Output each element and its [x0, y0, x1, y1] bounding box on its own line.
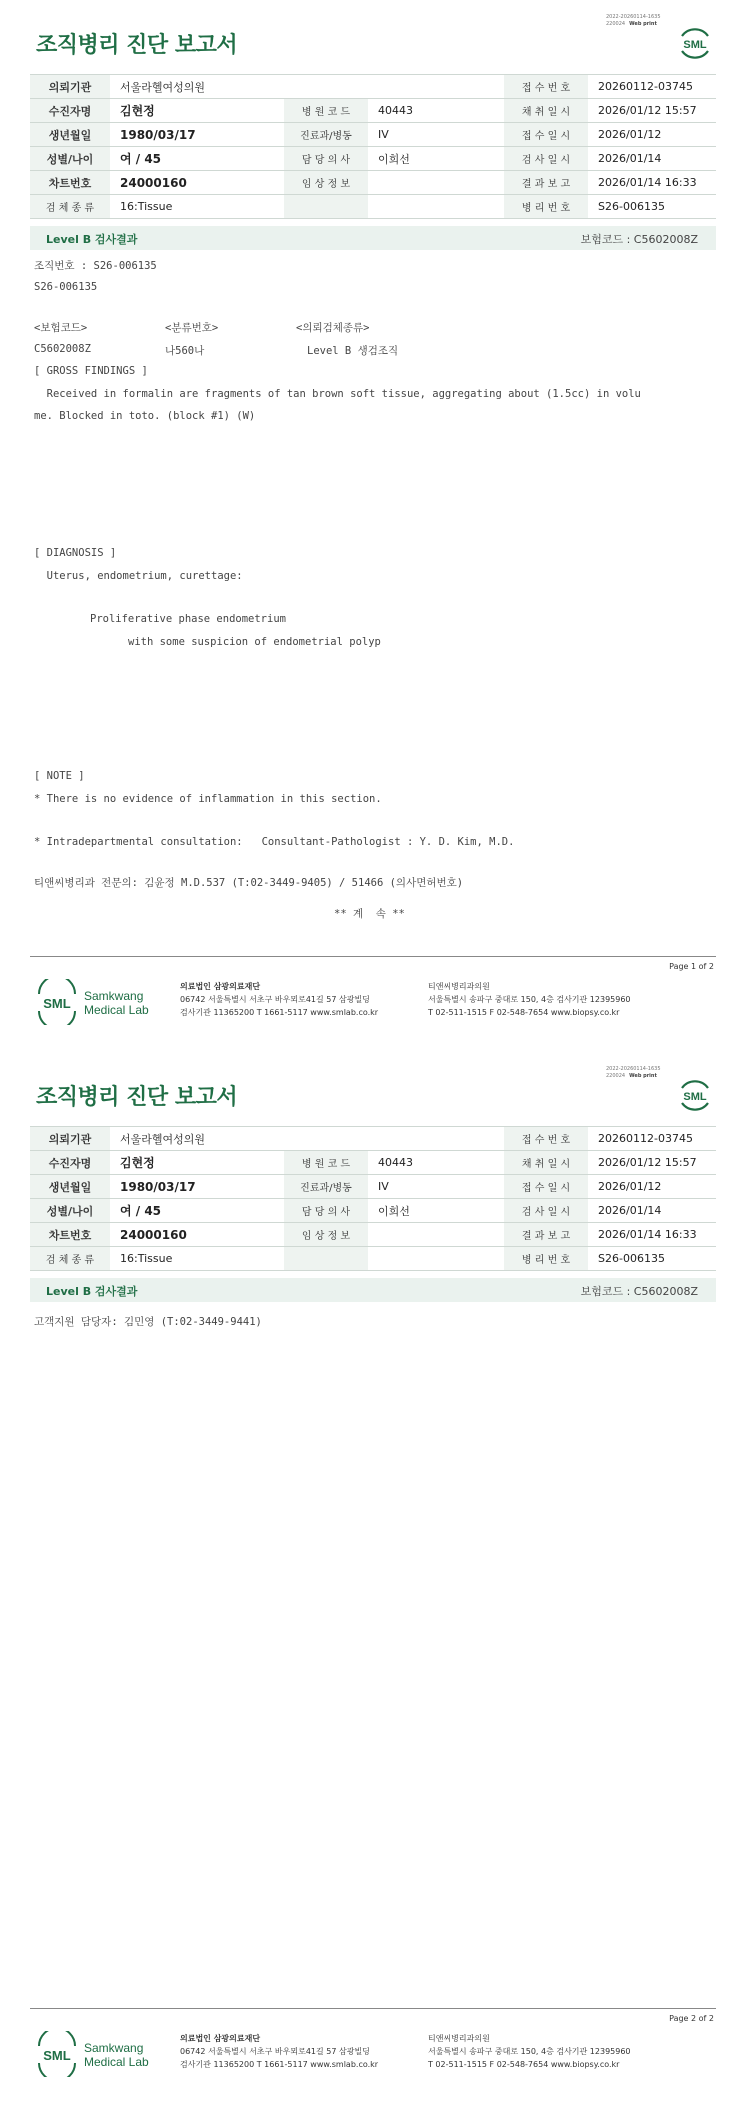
brand-line2: Medical Lab: [84, 2055, 149, 2069]
info-row: [30, 1199, 716, 1223]
info-row: [30, 195, 716, 219]
info-row: [30, 1223, 716, 1247]
brand-line1: Samkwang: [84, 989, 144, 1003]
label-specimen-type: 검 체 종 류: [30, 1247, 110, 1271]
print-meta-line2: 220024: [606, 21, 626, 27]
result-section-title: Level B 검사결과: [46, 233, 138, 246]
diagnosis-line: Uterus, endometrium, curettage:: [34, 570, 243, 582]
value-specimen-type: 16:Tissue: [110, 1247, 284, 1271]
diagnosis-line: Proliferative phase endometrium: [90, 613, 286, 625]
value-pathology-no: S26-006135: [588, 1247, 716, 1271]
report-title: 조직병리 진단 보고서: [36, 33, 238, 58]
value-hospital-code: 40443: [368, 99, 504, 123]
specimen-kind-header: <의뢰검체종류>: [296, 322, 370, 334]
value-accession-no: 20260112-03745: [588, 75, 716, 99]
label-accession-no: 접 수 번 호: [504, 75, 588, 99]
info-row: [30, 147, 716, 171]
print-meta: [606, 1066, 661, 1080]
patient-info-table: [30, 1126, 716, 1271]
pathologist-contact: 티앤씨병리과 전문의: 김윤정 M.D.537 (T:02-3449-9405) / 51466 (의사면허번호): [34, 877, 464, 889]
result-section-title: Level B 검사결과: [46, 1285, 138, 1298]
label-patient-name: 수진자명: [30, 99, 110, 123]
footer-col1-address: 06742 서울특별시 서초구 바우뫼로41길 57 삼광빌딩: [180, 2047, 370, 2056]
customer-support-contact: 고객지원 담당자: 김민영 (T:02-3449-9441): [34, 1316, 262, 1328]
footer-col2-address: 서울특별시 송파구 중대로 150, 4층 검사기관 12395960: [428, 995, 631, 1004]
print-meta: [606, 14, 661, 28]
footer-samkwang-info: [180, 980, 378, 1019]
label-pathology-no: 병 리 번 호: [504, 195, 588, 219]
footer-col2-heading: 티앤씨병리과의원: [428, 982, 490, 991]
value-collection-date: 2026/01/12 15:57: [588, 1151, 716, 1175]
label-birth-date: 생년월일: [30, 123, 110, 147]
footer-col2-contact: T 02-511-1515 F 02-548-7654 www.biopsy.co.kr: [428, 2060, 620, 2069]
label-clinical-info: 임 상 정 보: [284, 1223, 368, 1247]
footer-col2-contact: T 02-511-1515 F 02-548-7654 www.biopsy.co.kr: [428, 1008, 620, 1017]
label-birth-date: 생년월일: [30, 1175, 110, 1199]
value-referring-clinic: 서울라헬여성의원: [110, 75, 504, 99]
label-patient-name: 수진자명: [30, 1151, 110, 1175]
label-report-date: 결 과 보 고: [504, 1223, 588, 1247]
value-chart-no: 24000160: [110, 1223, 284, 1247]
value-birth-date: 1980/03/17: [110, 1175, 284, 1199]
value-received-date: 2026/01/12: [588, 1175, 716, 1199]
continued-marker: ** 계 속 **: [334, 908, 405, 920]
samkwang-logo-icon: [34, 979, 164, 1025]
value-sex-age: 여 / 45: [110, 147, 284, 171]
classification-value: 나560나: [165, 345, 205, 357]
footer-tnc-info: [428, 980, 631, 1019]
label-referring-clinic: 의뢰기관: [30, 1127, 110, 1151]
footer-col1-heading: 의료법인 삼광의료재단: [180, 982, 261, 991]
value-pathology-no: S26-006135: [588, 195, 716, 219]
label-empty: [284, 1247, 368, 1271]
value-collection-date: 2026/01/12 15:57: [588, 99, 716, 123]
web-print-label: Web print: [629, 21, 657, 27]
value-empty: [368, 1247, 504, 1271]
value-hospital-code: 40443: [368, 1151, 504, 1175]
label-accession-no: 접 수 번 호: [504, 1127, 588, 1151]
label-collection-date: 채 취 일 시: [504, 99, 588, 123]
info-row: [30, 99, 716, 123]
value-test-date: 2026/01/14: [588, 147, 716, 171]
value-patient-name: 김현정: [110, 99, 284, 123]
label-empty: [284, 195, 368, 219]
label-department: 진료과/병동: [284, 1175, 368, 1199]
samkwang-logo-mark: SML: [43, 2048, 71, 2063]
label-sex-age: 성별/나이: [30, 1199, 110, 1223]
footer-col2-address: 서울특별시 송파구 중대로 150, 4층 검사기관 12395960: [428, 2047, 631, 2056]
specimen-kind-value: Level B 생검조직: [307, 345, 399, 357]
gross-findings-line: me. Blocked in toto. (block #1) (W): [34, 410, 256, 422]
patient-info-table: [30, 74, 716, 219]
brand-line2: Medical Lab: [84, 1003, 149, 1017]
result-section-bar: [30, 1278, 716, 1302]
sml-logo-text: SML: [683, 1091, 707, 1103]
diagnosis-title: [ DIAGNOSIS ]: [34, 547, 117, 559]
label-sex-age: 성별/나이: [30, 147, 110, 171]
info-row: [30, 75, 716, 99]
label-received-date: 접 수 일 시: [504, 1175, 588, 1199]
value-department: IV: [368, 1175, 504, 1199]
value-referring-clinic: 서울라헬여성의원: [110, 1127, 504, 1151]
value-report-date: 2026/01/14 16:33: [588, 1223, 716, 1247]
value-test-date: 2026/01/14: [588, 1199, 716, 1223]
footer-col2-heading: 티앤씨병리과의원: [428, 2034, 490, 2043]
footer-tnc-info: [428, 2032, 631, 2071]
value-received-date: 2026/01/12: [588, 123, 716, 147]
label-pathology-no: 병 리 번 호: [504, 1247, 588, 1271]
insurance-code: 보험코드 : C5602008Z: [580, 233, 698, 246]
info-row: [30, 123, 716, 147]
label-hospital-code: 병 원 코 드: [284, 1151, 368, 1175]
value-department: IV: [368, 123, 504, 147]
value-physician: 이희선: [368, 147, 504, 171]
footer-col1-contact: 검사기관 11365200 T 1661-5117 www.smlab.co.kr: [180, 1008, 379, 1017]
samkwang-logo-icon: [34, 2031, 164, 2077]
note-line: * There is no evidence of inflammation in this section.: [34, 793, 382, 805]
print-meta-line2: 220024: [606, 1073, 626, 1079]
note-title: [ NOTE ]: [34, 770, 85, 782]
page-number: Page 2 of 2: [669, 2014, 714, 2023]
value-empty: [368, 195, 504, 219]
print-meta-line1: 2022-20260114-1635: [606, 1066, 661, 1072]
value-accession-no: 20260112-03745: [588, 1127, 716, 1151]
footer-divider: [30, 2008, 716, 2009]
print-meta-line1: 2022-20260114-1635: [606, 14, 661, 20]
insurance-code-header: <보험코드>: [34, 322, 88, 334]
label-chart-no: 차트번호: [30, 171, 110, 195]
gross-findings-title: [ GROSS FINDINGS ]: [34, 365, 148, 377]
label-chart-no: 차트번호: [30, 1223, 110, 1247]
value-physician: 이희선: [368, 1199, 504, 1223]
sml-logo-text: SML: [683, 39, 707, 51]
info-row: [30, 1151, 716, 1175]
label-test-date: 검 사 일 시: [504, 1199, 588, 1223]
footer-divider: [30, 956, 716, 957]
result-section-bar: [30, 226, 716, 250]
brand-line1: Samkwang: [84, 2041, 144, 2055]
info-row: [30, 171, 716, 195]
label-hospital-code: 병 원 코 드: [284, 99, 368, 123]
report-title: 조직병리 진단 보고서: [36, 1085, 238, 1110]
label-collection-date: 채 취 일 시: [504, 1151, 588, 1175]
info-row: [30, 1247, 716, 1271]
label-department: 진료과/병동: [284, 123, 368, 147]
sml-logo-icon: [676, 24, 714, 62]
page-number: Page 1 of 2: [669, 962, 714, 971]
diagnosis-line: with some suspicion of endometrial polyp: [128, 636, 381, 648]
label-specimen-type: 검 체 종 류: [30, 195, 110, 219]
specimen-number: 조직번호 : S26-006135: [34, 260, 157, 272]
value-chart-no: 24000160: [110, 171, 284, 195]
insurance-code: 보험코드 : C5602008Z: [580, 1285, 698, 1298]
label-test-date: 검 사 일 시: [504, 147, 588, 171]
value-clinical-info: [368, 1223, 504, 1247]
web-print-label: Web print: [629, 1073, 657, 1079]
info-row: [30, 1175, 716, 1199]
value-clinical-info: [368, 171, 504, 195]
value-specimen-type: 16:Tissue: [110, 195, 284, 219]
footer-samkwang-info: [180, 2032, 378, 2071]
report-page-2: [0, 1052, 744, 2104]
classification-header: <분류번호>: [165, 322, 219, 334]
specimen-number-2: S26-006135: [34, 281, 98, 293]
label-physician: 담 당 의 사: [284, 147, 368, 171]
label-report-date: 결 과 보 고: [504, 171, 588, 195]
footer-col1-address: 06742 서울특별시 서초구 바우뫼로41길 57 삼광빌딩: [180, 995, 370, 1004]
note-line: * Intradepartmental consultation: Consultant-Pathologist : Y. D. Kim, M.D.: [34, 836, 515, 848]
value-birth-date: 1980/03/17: [110, 123, 284, 147]
value-report-date: 2026/01/14 16:33: [588, 171, 716, 195]
insurance-code-value: C5602008Z: [34, 343, 91, 355]
footer-col1-contact: 검사기관 11365200 T 1661-5117 www.smlab.co.kr: [180, 2060, 379, 2069]
sml-logo-icon: [676, 1076, 714, 1114]
info-row: [30, 1127, 716, 1151]
samkwang-logo-mark: SML: [43, 996, 71, 1011]
label-physician: 담 당 의 사: [284, 1199, 368, 1223]
label-referring-clinic: 의뢰기관: [30, 75, 110, 99]
value-patient-name: 김현정: [110, 1151, 284, 1175]
value-sex-age: 여 / 45: [110, 1199, 284, 1223]
gross-findings-line: Received in formalin are fragments of tan brown soft tissue, aggregating about (1.5cc) in volu: [34, 388, 641, 400]
footer-col1-heading: 의료법인 삼광의료재단: [180, 2034, 261, 2043]
label-clinical-info: 임 상 정 보: [284, 171, 368, 195]
label-received-date: 접 수 일 시: [504, 123, 588, 147]
